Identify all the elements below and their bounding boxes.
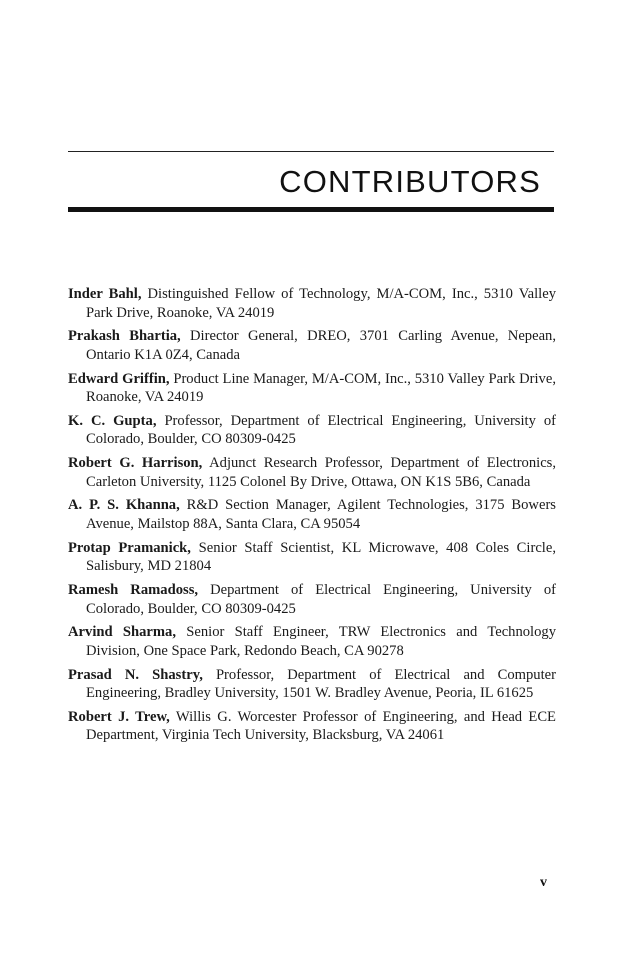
contributor-entry [68,370,556,407]
contributor-name: Ramesh Ramadoss, [68,581,199,598]
contributor-entry [68,708,556,745]
contributor-details: Adjunct Research Professor, Department of Electronics, Carleton University, 1125 Colonel By Drive, Ottawa, ON K1S 5B6, Canada [86,455,557,490]
contributor-name: Robert J. Trew, [68,708,170,725]
contributor-entry [68,454,556,491]
contributor-entry [68,412,556,449]
contributor-details: Willis G. Worcester Professor of Engineering, and Head ECE Department, Virginia Tech University, Blacksburg, VA 24061 [86,708,556,744]
contributor-name: A. P. S. Khanna, [68,497,180,514]
header-top-rule [68,151,554,152]
contributor-list [68,285,556,750]
contributor-details: Director General, DREO, 3701 Carling Avenue, Nepean, Ontario K1A 0Z4, Canada [86,328,557,363]
page-number: v [540,875,547,890]
contributor-name: Robert G. Harrison, [68,455,203,472]
contributor-entry [68,496,556,533]
page-title: CONTRIBUTORS [279,164,541,199]
contributor-details: R&D Section Manager, Agilent Technologies, 3175 Bowers Avenue, Mailstop 88A, Santa Clara, CA 95054 [86,497,556,532]
contributor-entry [68,666,556,703]
contributor-entry [68,285,556,322]
contributor-name: Prakash Bhartia, [68,328,181,345]
contributor-name: Inder Bahl, [68,286,142,302]
contributor-name: Protap Pramanick, [68,539,191,556]
contributor-details: Senior Staff Engineer, TRW Electronics and Technology Division, One Space Park, Redondo Beach, CA 90278 [86,624,557,659]
contributor-name: Arvind Sharma, [68,624,176,641]
contributor-details: Product Line Manager, M/A-COM, Inc., 5310 Valley Park Drive, Roanoke, VA 24019 [86,370,556,406]
contributor-entry [68,581,556,618]
contributor-details: Distinguished Fellow of Technology, M/A-COM, Inc., 5310 Valley Park Drive, Roanoke, VA 24019 [86,286,557,321]
contributor-entry [68,327,556,364]
contributor-details: Professor, Department of Electrical and Computer Engineering, Bradley University, 1501 W. Bradley Avenue, Peoria, IL 61625 [86,666,556,702]
contributor-name: Edward Griffin, [68,370,170,387]
contributor-details: Senior Staff Scientist, KL Microwave, 408 Coles Circle, Salisbury, MD 21804 [86,539,556,575]
contributor-details: Department of Electrical Engineering, University of Colorado, Boulder, CO 80309-0425 [86,581,556,617]
contributor-entry [68,539,556,576]
contributor-entry [68,623,556,660]
contributor-name: Prasad N. Shastry, [68,666,203,683]
contributor-name: K. C. Gupta, [68,412,157,429]
contributor-details: Professor, Department of Electrical Engineering, University of Colorado, Boulder, CO 80309-0425 [86,412,557,448]
header-bottom-rule [68,207,554,212]
